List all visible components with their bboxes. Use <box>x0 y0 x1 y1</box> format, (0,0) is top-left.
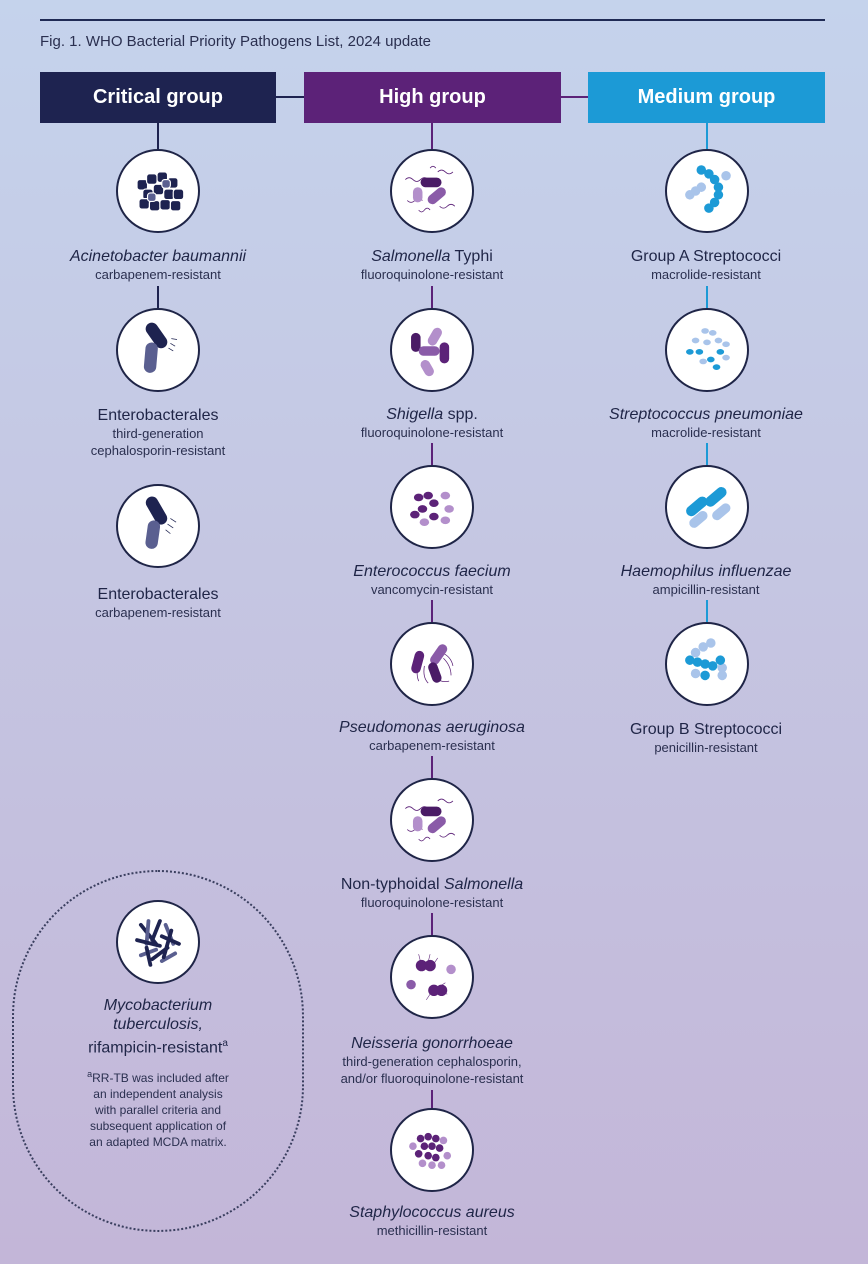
medium-group-header: Medium group <box>588 72 825 123</box>
high-5-label: Non-typhoidal Salmonella fluoroquinolone-resistant <box>340 876 524 910</box>
neisseria-icon <box>390 935 474 1019</box>
high-group-header: High group <box>304 72 561 123</box>
header-connector-2 <box>561 96 588 98</box>
medium-3-label: Haemophilus influenzae ampicillin-resistant <box>620 563 792 597</box>
connector-line <box>431 756 433 778</box>
group-a-streptococci-icon <box>665 149 749 233</box>
connector-line <box>157 123 159 149</box>
top-rule <box>40 19 825 21</box>
medium-2-label: Streptococcus pneumoniae macrolide-resistant <box>609 406 803 440</box>
connector-line <box>431 600 433 622</box>
connector-line <box>157 286 159 308</box>
mycobacterium-icon <box>116 900 200 984</box>
streptococcus-pneumoniae-icon <box>665 308 749 392</box>
medium-4-label: Group B Streptococci penicillin-resistant <box>629 721 783 755</box>
connector-line <box>431 123 433 149</box>
high-6-label: Neisseria gonorrhoeae third-generation cephalosporin, and/or fluoroquinolone-resistant <box>340 1035 524 1086</box>
critical-3-label: Enterobacterales carbapenem-resistant <box>95 586 221 620</box>
connector-line <box>431 1090 433 1108</box>
connector-line <box>431 443 433 465</box>
critical-2-label: Enterobacterales third-generation cephalosporin-resistant <box>90 407 226 458</box>
connector-line <box>706 286 708 308</box>
acinetobacter-icon <box>116 149 200 233</box>
enterobacterales-icon <box>116 308 200 392</box>
high-7-label: Staphylococcus aureus methicillin-resistant <box>349 1204 515 1238</box>
critical-group-header: Critical group <box>40 72 276 123</box>
connector-line <box>706 600 708 622</box>
enterobacterales-carbapenem-icon <box>116 484 200 568</box>
salmonella-typhi-icon <box>390 149 474 233</box>
high-1-label: Salmonella Typhi fluoroquinolone-resistant <box>360 248 504 282</box>
high-4-label: Pseudomonas aeruginosa carbapenem-resistant <box>339 719 525 753</box>
connector-line <box>431 913 433 935</box>
high-2-label: Shigella spp. fluoroquinolone-resistant <box>360 406 504 440</box>
haemophilus-icon <box>665 465 749 549</box>
mycobacterium-footnote: $^a$RR-TB was included after an independent analysis with parallel criteria and subsequent application of an adapted MCDA matrix. <box>87 1069 229 1149</box>
figure-title: Fig. 1. WHO Bacterial Priority Pathogens List, 2024 update <box>40 33 432 50</box>
medium-1-label: Group A Streptococci macrolide-resistant <box>630 248 782 282</box>
group-b-streptococci-icon <box>665 622 749 706</box>
pseudomonas-icon <box>390 622 474 706</box>
nontyphoidal-salmonella-icon <box>390 778 474 862</box>
high-3-label: Enterococcus faecium vancomycin-resistant <box>353 563 511 597</box>
mycobacterium-label: Mycobacterium tuberculosis, rifampicin-resistant$^a$ <box>88 997 228 1057</box>
header-connector-1 <box>276 96 304 98</box>
staphylococcus-icon <box>390 1108 474 1192</box>
critical-1-label: Acinetobacter baumannii carbapenem-resistant <box>69 248 247 282</box>
connector-line <box>706 443 708 465</box>
enterococcus-icon <box>390 465 474 549</box>
connector-line <box>706 123 708 149</box>
connector-line <box>431 286 433 308</box>
shigella-icon <box>390 308 474 392</box>
